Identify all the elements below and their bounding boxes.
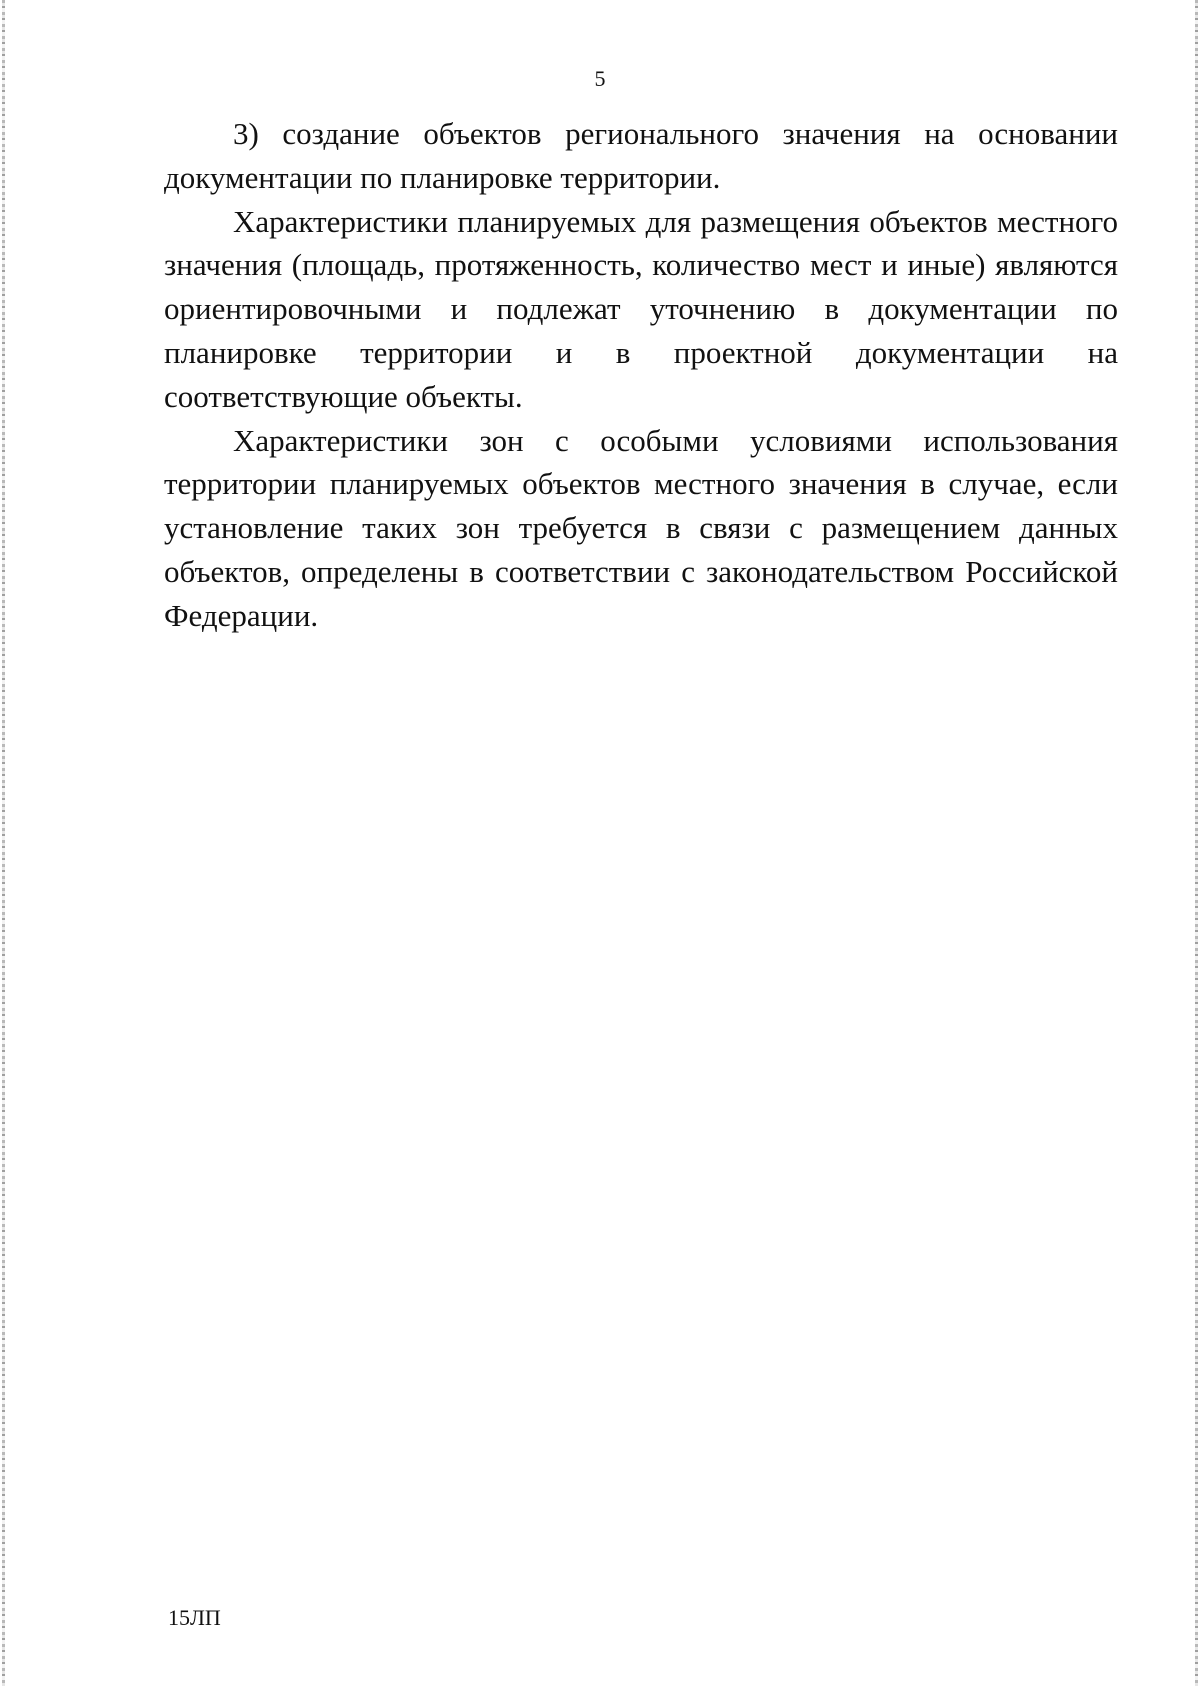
paragraph-special-zones: Характеристики зон с особыми условиями использования территории планируемых объектов местного значения в случае, если установление таких зон требуется в связи с размещением данных объектов, определены в соответствии с законодательством Российской Федерации. xyxy=(164,422,1118,633)
page-number: 5 xyxy=(594,66,606,91)
document-body xyxy=(164,112,1118,638)
paragraph-local-objects-characteristics: Характеристики планируемых для размещения объектов местного значения (площадь, протяженность, количество мест и иные) являются ориентировочными и подлежат уточнению в документации по планировке территории и в проектной документации на соответствующие объекты. xyxy=(164,203,1118,414)
scan-edge-left xyxy=(2,0,5,1686)
paragraph-regional-objects: 3) создание объектов регионального значения на основании документации по планировке территории. xyxy=(164,116,1118,195)
footer-document-code: 15ЛП xyxy=(168,1605,221,1630)
scan-edge-right xyxy=(1195,0,1198,1686)
